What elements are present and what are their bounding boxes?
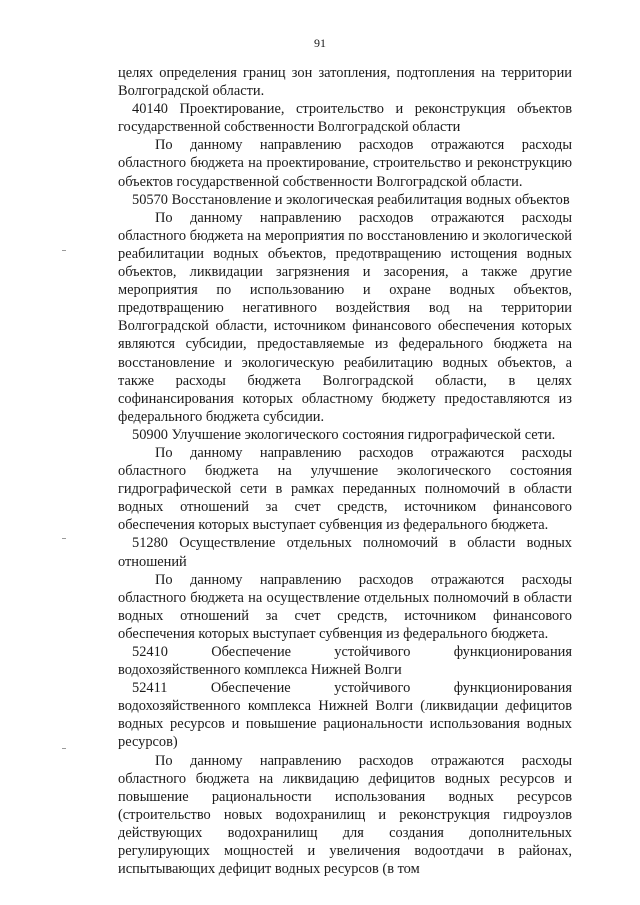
heading-word: функционирования bbox=[453, 680, 572, 697]
paragraph-code-heading-50900: 50900 Улучшение экологического состояния гидрографической сети. bbox=[132, 426, 556, 443]
heading-word: Обеспечение bbox=[211, 644, 292, 660]
paragraph-description: По данному направлению расходов отражаются расходы областного бюджета на осуществление отдельных полномочий в области водных отношений за счет средств, источником финансового обеспечения которых выступает субвенция из федерального бюджета. bbox=[118, 571, 572, 642]
margin-tick bbox=[62, 538, 66, 539]
heading-word: устойчивого bbox=[334, 680, 411, 697]
paragraph-description: По данному направлению расходов отражаются расходы областного бюджета на мероприятия по восстановлению и экологической реабилитации водных объектов, предотвращению истощения водных объектов, ликвидации загрязнения и засорения, а также другие мероприятия по использованию и охране водных объектов, предотвращению негативного воздействия вод на территории Волгоградской области, источником финансового обеспечения которых являются субсидии, предоставляемые из федерального бюджета на восстановление и экологическую реабилитацию водных объектов, а также расходы бюджета Волгоградской области, в целях софинансирования которых областному бюджету предоставляются из федерального бюджета субсидии. bbox=[118, 209, 572, 425]
heading-word: Обеспечение bbox=[210, 680, 291, 697]
margin-tick bbox=[62, 250, 66, 251]
margin-tick bbox=[62, 748, 66, 749]
heading-continuation: водохозяйственного комплекса Нижней Волги bbox=[118, 662, 402, 679]
heading-continuation: водохозяйственного комплекса Нижней Волги (ликвидации дефицитов водных ресурсов и повышение рациональности использования водных ресурсов) bbox=[118, 698, 572, 751]
document-body bbox=[118, 64, 572, 878]
paragraph-description: По данному направлению расходов отражаются расходы областного бюджета на ликвидацию дефицитов водных ресурсов и повышение рациональности использования водных ресурсов (строительство новых водохранилищ и реконструкция гидроузлов действующих водохранилищ для создания дополнительных регулирующих мощностей и увеличения водоотдачи в районах, испытывающих дефицит водных ресурсов (в том bbox=[118, 752, 572, 878]
paragraph-code-heading-52410 bbox=[118, 643, 572, 661]
page-number: 91 bbox=[314, 36, 326, 50]
paragraph-code-heading-52411 bbox=[118, 679, 572, 697]
heading-word: устойчивого bbox=[334, 644, 411, 660]
paragraph-continuation: целях определения границ зон затопления, подтопления на территории Волгоградской области. bbox=[118, 65, 572, 100]
paragraph-code-heading-51280: 51280 Осуществление отдельных полномочий в области водных отношений bbox=[118, 535, 572, 570]
heading-code: 52411 bbox=[132, 680, 168, 697]
heading-word: функционирования bbox=[453, 644, 572, 660]
paragraph-description: По данному направлению расходов отражаются расходы областного бюджета на проектирование, строительство и реконструкцию объектов государственной собственности Волгоградской области. bbox=[118, 137, 572, 190]
paragraph-code-heading-50570: 50570 Восстановление и экологическая реабилитация водных объектов bbox=[132, 191, 570, 208]
paragraph-description: По данному направлению расходов отражаются расходы областного бюджета на улучшение экологического состояния гидрографической сети в рамках переданных полномочий в области водных отношений за счет средств, источником финансового обеспечения которых выступает субвенция из федерального бюджета. bbox=[118, 444, 572, 534]
heading-code: 52410 bbox=[132, 644, 168, 660]
paragraph-code-heading-40140: 40140 Проектирование, строительство и реконструкция объектов государственной собственности Волгоградской области bbox=[118, 101, 572, 136]
